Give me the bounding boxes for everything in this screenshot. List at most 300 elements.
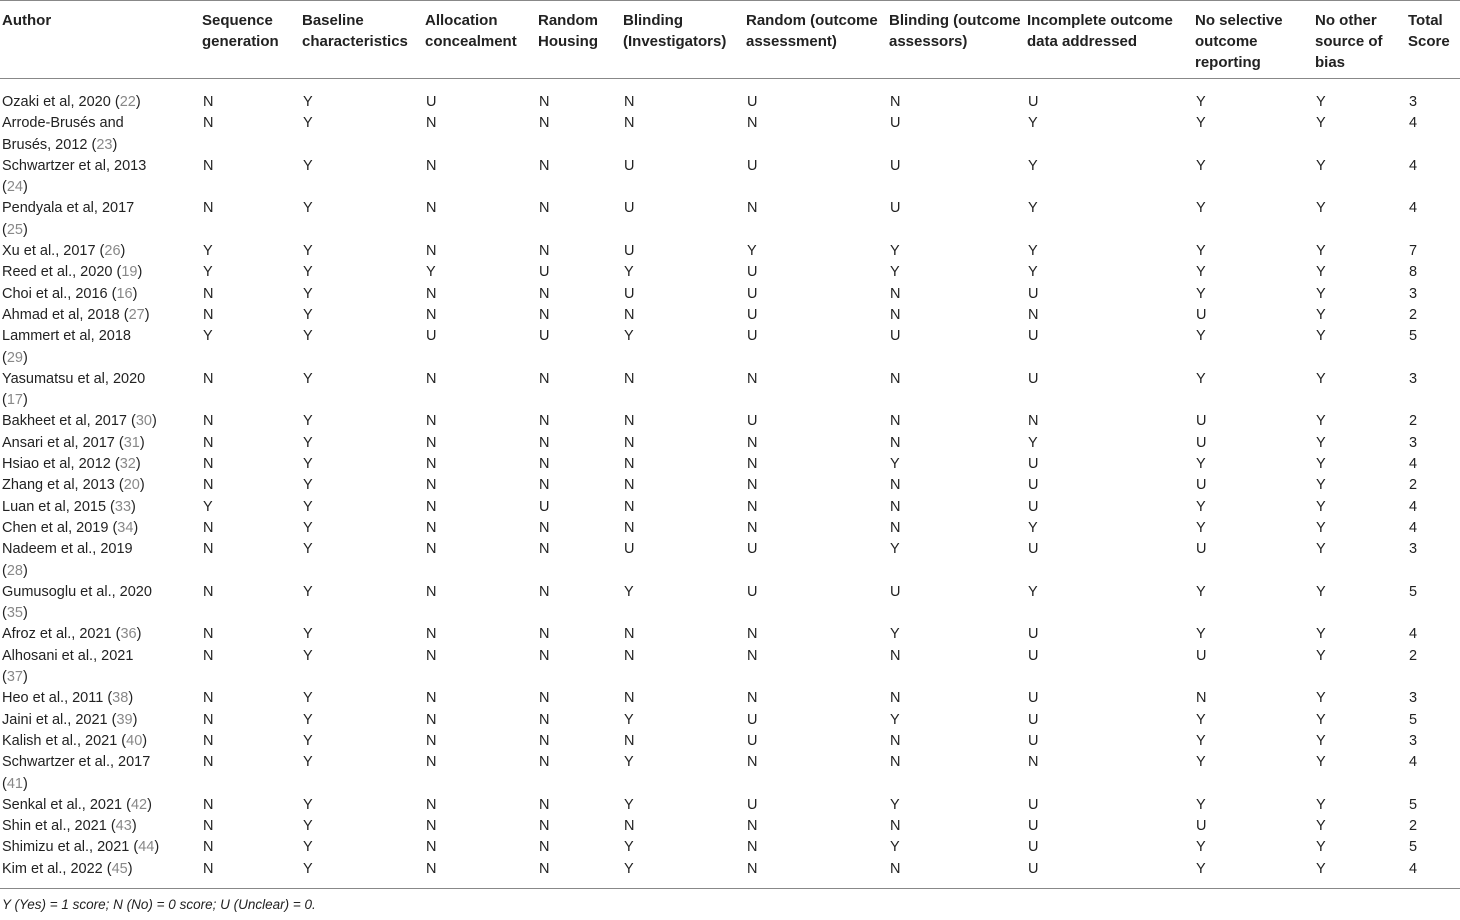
author-name: Nadeem et al., 2019: [2, 541, 133, 558]
score-cell: N: [203, 754, 214, 771]
score-cell: Y: [1316, 200, 1326, 217]
author-name: Heo et al., 2011: [2, 690, 104, 707]
score-cell: N: [539, 519, 550, 536]
score-cell: Y: [890, 243, 900, 260]
table-body: [0, 79, 1460, 880]
score-cell: Y: [1196, 264, 1206, 281]
reference-number: 40: [126, 732, 143, 749]
score-cell: U: [1196, 541, 1207, 558]
score-cell: N: [203, 818, 214, 835]
score-cell: U: [1196, 647, 1207, 664]
score-cell: U: [426, 328, 437, 345]
score-cell: 4: [1409, 498, 1418, 515]
author-name: Ozaki et al, 2020: [2, 94, 111, 110]
score-cell: Y: [1196, 456, 1206, 473]
table-row: [0, 262, 1460, 283]
score-cell: N: [539, 626, 550, 643]
score-cell: Y: [1196, 711, 1206, 728]
score-cell: U: [1028, 477, 1039, 494]
column-header: Blinding (Investigators): [621, 1, 744, 79]
score-cell: U: [624, 157, 635, 174]
score-cell: Y: [890, 626, 900, 643]
score-cell: N: [747, 498, 758, 515]
score-cell: U: [747, 796, 758, 813]
score-cell: N: [890, 370, 901, 387]
score-cell: N: [1028, 306, 1039, 323]
column-header: No other source of bias: [1313, 1, 1406, 79]
score-cell: Y: [303, 583, 313, 600]
author-name: Afroz et al., 2021: [2, 626, 112, 643]
column-header: Blinding (outcome assessors): [887, 1, 1025, 79]
score-cell: Y: [1316, 647, 1326, 664]
score-cell: Y: [1196, 243, 1206, 260]
author-cell: Gumusoglu et al., 2020 (35): [2, 583, 152, 622]
score-cell: U: [890, 157, 901, 174]
author-cell: Chen et al, 2019 (34): [2, 519, 139, 536]
score-cell: N: [747, 434, 758, 451]
score-cell: N: [539, 839, 550, 856]
score-cell: Y: [303, 839, 313, 856]
score-cell: Y: [890, 264, 900, 281]
score-cell: N: [624, 115, 635, 132]
score-cell: U: [1028, 690, 1039, 707]
score-cell: N: [624, 690, 635, 707]
score-cell: N: [747, 647, 758, 664]
column-header: Author: [0, 1, 200, 79]
score-cell: N: [203, 115, 214, 132]
score-cell: 3: [1409, 370, 1418, 387]
reference-number: 37: [6, 669, 23, 686]
table-row: [0, 859, 1460, 880]
score-cell: N: [203, 477, 214, 494]
score-cell: N: [747, 456, 758, 473]
score-cell: N: [426, 839, 437, 856]
score-cell: Y: [303, 285, 313, 302]
score-cell: N: [203, 732, 214, 749]
table-row: [0, 688, 1460, 709]
score-cell: Y: [303, 264, 313, 281]
score-cell: Y: [1316, 115, 1326, 132]
score-cell: N: [203, 690, 214, 707]
score-cell: U: [747, 541, 758, 558]
score-cell: Y: [624, 328, 634, 345]
score-cell: Y: [303, 690, 313, 707]
author-name: Shin et al., 2021: [2, 818, 107, 835]
author-name: Xu et al., 2017: [2, 243, 96, 260]
author-name: Yasumatsu et al, 2020: [2, 370, 146, 387]
reference-number: 27: [128, 306, 145, 323]
author-name: Schwartzer et al., 2017: [2, 754, 151, 771]
score-cell: 5: [1409, 796, 1418, 813]
score-cell: U: [624, 243, 635, 260]
reference-number: 22: [119, 94, 136, 110]
author-name: Reed et al., 2020: [2, 264, 113, 281]
score-cell: Y: [426, 264, 436, 281]
score-cell: Y: [203, 243, 213, 260]
score-cell: N: [203, 626, 214, 643]
author-cell: Senkal et al., 2021 (42): [2, 796, 152, 813]
score-cell: N: [426, 690, 437, 707]
score-cell: N: [624, 519, 635, 536]
score-cell: U: [1028, 818, 1039, 835]
author-name: Senkal et al., 2021: [2, 796, 123, 813]
score-cell: N: [890, 690, 901, 707]
score-cell: N: [539, 456, 550, 473]
table-row: [0, 241, 1460, 262]
score-cell: U: [1028, 711, 1039, 728]
score-cell: U: [1028, 732, 1039, 749]
score-cell: Y: [890, 456, 900, 473]
score-cell: N: [203, 583, 214, 600]
author-cell: Ozaki et al, 2020 (22): [2, 94, 141, 110]
author-name: Zhang et al, 2013: [2, 477, 115, 494]
table-row: [0, 731, 1460, 752]
score-cell: U: [890, 200, 901, 217]
score-cell: Y: [303, 370, 313, 387]
score-cell: U: [624, 541, 635, 558]
author-cell: Hsiao et al, 2012 (32): [2, 456, 141, 473]
score-cell: Y: [303, 157, 313, 174]
reference-number: 35: [6, 605, 23, 622]
table-row: [0, 79, 1460, 114]
table-row: [0, 497, 1460, 518]
score-cell: U: [890, 328, 901, 345]
score-cell: Y: [1316, 264, 1326, 281]
score-cell: 2: [1409, 647, 1418, 664]
score-cell: Y: [1196, 839, 1206, 856]
score-cell: U: [890, 583, 901, 600]
score-cell: N: [426, 626, 437, 643]
score-cell: Y: [303, 732, 313, 749]
reference-number: 30: [135, 413, 152, 430]
table-row: [0, 433, 1460, 454]
score-cell: N: [426, 541, 437, 558]
score-cell: N: [890, 818, 901, 835]
author-cell: Choi et al., 2016 (16): [2, 285, 138, 302]
score-cell: Y: [303, 477, 313, 494]
author-name: Kim et al., 2022: [2, 860, 103, 877]
score-cell: Y: [1316, 370, 1326, 387]
score-cell: U: [747, 583, 758, 600]
score-cell: N: [747, 754, 758, 771]
score-cell: Y: [1028, 200, 1038, 217]
score-cell: N: [203, 370, 214, 387]
score-cell: U: [1196, 434, 1207, 451]
score-cell: N: [890, 434, 901, 451]
score-cell: N: [539, 647, 550, 664]
score-cell: N: [426, 477, 437, 494]
score-cell: Y: [1316, 498, 1326, 515]
score-cell: N: [747, 626, 758, 643]
score-cell: Y: [303, 498, 313, 515]
table-row: [0, 284, 1460, 305]
score-cell: U: [747, 328, 758, 345]
score-cell: Y: [1196, 754, 1206, 771]
score-cell: N: [426, 647, 437, 664]
table-row: [0, 156, 1460, 199]
score-cell: Y: [1196, 285, 1206, 302]
author-cell: Kim et al., 2022 (45): [2, 860, 133, 877]
score-cell: Y: [890, 839, 900, 856]
reference-number: 38: [112, 690, 129, 707]
score-cell: 3: [1409, 434, 1418, 451]
score-cell: Y: [624, 711, 634, 728]
score-cell: 2: [1409, 477, 1418, 494]
score-cell: N: [426, 115, 437, 132]
score-cell: N: [624, 370, 635, 387]
score-cell: Y: [1028, 434, 1038, 451]
score-cell: N: [203, 285, 214, 302]
score-cell: Y: [303, 200, 313, 217]
score-cell: U: [1028, 498, 1039, 515]
score-cell: N: [203, 456, 214, 473]
score-cell: 3: [1409, 94, 1418, 110]
table-row: [0, 539, 1460, 582]
score-cell: 3: [1409, 690, 1418, 707]
score-cell: N: [203, 200, 214, 217]
author-cell: Zhang et al, 2013 (20): [2, 477, 145, 494]
score-cell: U: [1028, 796, 1039, 813]
score-cell: U: [1028, 647, 1039, 664]
score-cell: 7: [1409, 243, 1418, 260]
score-cell: N: [539, 370, 550, 387]
score-cell: N: [747, 200, 758, 217]
score-cell: U: [747, 732, 758, 749]
score-cell: 2: [1409, 306, 1418, 323]
column-header: Sequence generation: [200, 1, 300, 79]
score-cell: Y: [1316, 839, 1326, 856]
score-cell: N: [426, 370, 437, 387]
score-cell: N: [624, 818, 635, 835]
score-cell: Y: [890, 711, 900, 728]
reference-number: 36: [120, 626, 137, 643]
score-cell: Y: [624, 264, 634, 281]
score-cell: N: [203, 711, 214, 728]
reference-number: 32: [119, 456, 136, 473]
score-cell: Y: [303, 456, 313, 473]
score-cell: N: [624, 306, 635, 323]
score-cell: Y: [1196, 498, 1206, 515]
score-cell: U: [747, 94, 758, 110]
score-cell: 3: [1409, 732, 1418, 749]
score-cell: N: [890, 519, 901, 536]
score-cell: N: [203, 94, 214, 110]
score-cell: N: [539, 413, 550, 430]
score-cell: Y: [1196, 200, 1206, 217]
score-cell: U: [1028, 328, 1039, 345]
score-cell: U: [747, 157, 758, 174]
score-cell: N: [539, 94, 550, 110]
table-row: [0, 518, 1460, 539]
author-cell: Luan et al, 2015 (33): [2, 498, 136, 515]
score-cell: N: [203, 434, 214, 451]
author-cell: Schwartzer et al, 2013 (24): [2, 157, 147, 196]
score-cell: N: [890, 413, 901, 430]
reference-number: 29: [6, 349, 23, 366]
score-cell: U: [1028, 456, 1039, 473]
score-cell: Y: [203, 328, 213, 345]
score-cell: Y: [1316, 626, 1326, 643]
score-cell: N: [890, 498, 901, 515]
reference-number: 34: [117, 519, 134, 536]
author-name: Hsiao et al, 2012: [2, 456, 111, 473]
score-cell: Y: [303, 754, 313, 771]
score-cell: N: [426, 498, 437, 515]
score-cell: N: [1028, 413, 1039, 430]
score-cell: N: [890, 732, 901, 749]
score-cell: Y: [624, 796, 634, 813]
score-cell: N: [203, 860, 214, 877]
table-row: [0, 305, 1460, 326]
score-cell: N: [426, 818, 437, 835]
score-cell: N: [624, 434, 635, 451]
score-cell: Y: [1196, 370, 1206, 387]
score-cell: Y: [1028, 519, 1038, 536]
score-cell: N: [426, 306, 437, 323]
score-cell: Y: [1316, 157, 1326, 174]
author-name: Pendyala et al, 2017: [2, 200, 135, 217]
score-cell: N: [624, 413, 635, 430]
author-cell: Heo et al., 2011 (38): [2, 690, 134, 707]
score-cell: Y: [303, 647, 313, 664]
score-cell: Y: [624, 583, 634, 600]
table-row: [0, 582, 1460, 625]
score-cell: U: [1196, 818, 1207, 835]
score-cell: N: [747, 839, 758, 856]
score-cell: N: [426, 796, 437, 813]
reference-number: 17: [6, 392, 23, 409]
score-cell: N: [624, 626, 635, 643]
author-cell: Jaini et al., 2021 (39): [2, 711, 138, 728]
score-cell: Y: [747, 243, 757, 260]
score-cell: N: [539, 477, 550, 494]
score-cell: Y: [1316, 711, 1326, 728]
score-cell: U: [1028, 839, 1039, 856]
author-cell: Ahmad et al, 2018 (27): [2, 306, 150, 323]
score-cell: 5: [1409, 711, 1418, 728]
score-cell: N: [426, 583, 437, 600]
score-cell: U: [624, 285, 635, 302]
score-cell: Y: [303, 328, 313, 345]
score-cell: 4: [1409, 157, 1418, 174]
score-cell: N: [624, 498, 635, 515]
author-cell: Alhosani et al., 2021 (37): [2, 647, 134, 686]
score-cell: Y: [890, 796, 900, 813]
score-cell: Y: [1028, 115, 1038, 132]
score-cell: N: [624, 732, 635, 749]
score-cell: Y: [303, 413, 313, 430]
author-cell: Nadeem et al., 2019 (28): [2, 541, 133, 579]
score-cell: U: [426, 94, 437, 110]
score-cell: U: [890, 115, 901, 132]
reference-number: 43: [115, 818, 132, 835]
score-cell: 2: [1409, 818, 1418, 835]
score-cell: Y: [303, 860, 313, 877]
author-name: Gumusoglu et al., 2020: [2, 583, 152, 600]
reference-number: 28: [6, 562, 23, 579]
author-cell: Ansari et al, 2017 (31): [2, 434, 145, 451]
score-cell: Y: [303, 243, 313, 260]
score-cell: U: [747, 264, 758, 281]
score-cell: Y: [1028, 157, 1038, 174]
score-cell: Y: [303, 519, 313, 536]
score-cell: Y: [1028, 264, 1038, 281]
author-name: Shimizu et al., 2021: [2, 839, 130, 856]
score-cell: N: [747, 818, 758, 835]
table-row: [0, 752, 1460, 795]
table-row: [0, 837, 1460, 858]
score-cell: N: [1028, 754, 1039, 771]
author-name: Schwartzer et al, 2013: [2, 157, 147, 174]
author-name: Lammert et al, 2018: [2, 328, 131, 345]
author-name: Ahmad et al, 2018: [2, 306, 120, 323]
score-cell: Y: [624, 860, 634, 877]
score-cell: U: [624, 200, 635, 217]
score-cell: 4: [1409, 626, 1418, 643]
score-cell: N: [426, 434, 437, 451]
score-cell: Y: [303, 818, 313, 835]
score-cell: N: [539, 115, 550, 132]
score-cell: 4: [1409, 519, 1418, 536]
score-cell: Y: [1316, 477, 1326, 494]
author-cell: Pendyala et al, 2017 (25): [2, 200, 135, 238]
header-row: [0, 1, 1460, 79]
score-cell: Y: [1316, 818, 1326, 835]
score-cell: N: [539, 754, 550, 771]
score-cell: U: [747, 285, 758, 302]
column-header: Baseline characteristics: [300, 1, 423, 79]
reference-number: 45: [111, 860, 128, 877]
score-cell: Y: [1196, 732, 1206, 749]
score-cell: N: [539, 711, 550, 728]
score-cell: U: [1196, 306, 1207, 323]
score-cell: N: [890, 94, 901, 110]
score-cell: Y: [624, 754, 634, 771]
column-header: Total Score: [1406, 1, 1460, 79]
reference-number: 42: [130, 796, 148, 813]
score-cell: U: [539, 328, 550, 345]
author-name: Alhosani et al., 2021: [2, 647, 134, 664]
score-cell: N: [426, 413, 437, 430]
score-cell: N: [539, 732, 550, 749]
reference-number: 24: [6, 179, 23, 196]
table-row: [0, 326, 1460, 369]
table-row: [0, 795, 1460, 816]
score-cell: Y: [1316, 413, 1326, 430]
reference-number: 39: [116, 711, 133, 728]
score-cell: Y: [303, 626, 313, 643]
score-cell: 4: [1409, 456, 1418, 473]
score-cell: 4: [1409, 200, 1418, 217]
author-cell: Arrode-Brusés and Brusés, 2012 (23): [2, 115, 124, 153]
column-header: Random (outcome assessment): [744, 1, 887, 79]
score-cell: N: [203, 306, 214, 323]
score-cell: U: [1028, 626, 1039, 643]
score-cell: N: [624, 647, 635, 664]
score-cell: U: [539, 264, 550, 281]
reference-number: 31: [123, 434, 140, 451]
score-cell: Y: [1196, 115, 1206, 132]
author-name: Bakheet et al, 2017: [2, 413, 127, 430]
column-header: Allocation concealment: [423, 1, 536, 79]
score-cell: Y: [1316, 860, 1326, 877]
table-row: [0, 710, 1460, 731]
reference-number: 23: [96, 136, 113, 153]
score-cell: U: [1028, 94, 1039, 110]
score-cell: N: [890, 860, 901, 877]
score-cell: 5: [1409, 583, 1418, 600]
score-cell: N: [203, 157, 214, 174]
